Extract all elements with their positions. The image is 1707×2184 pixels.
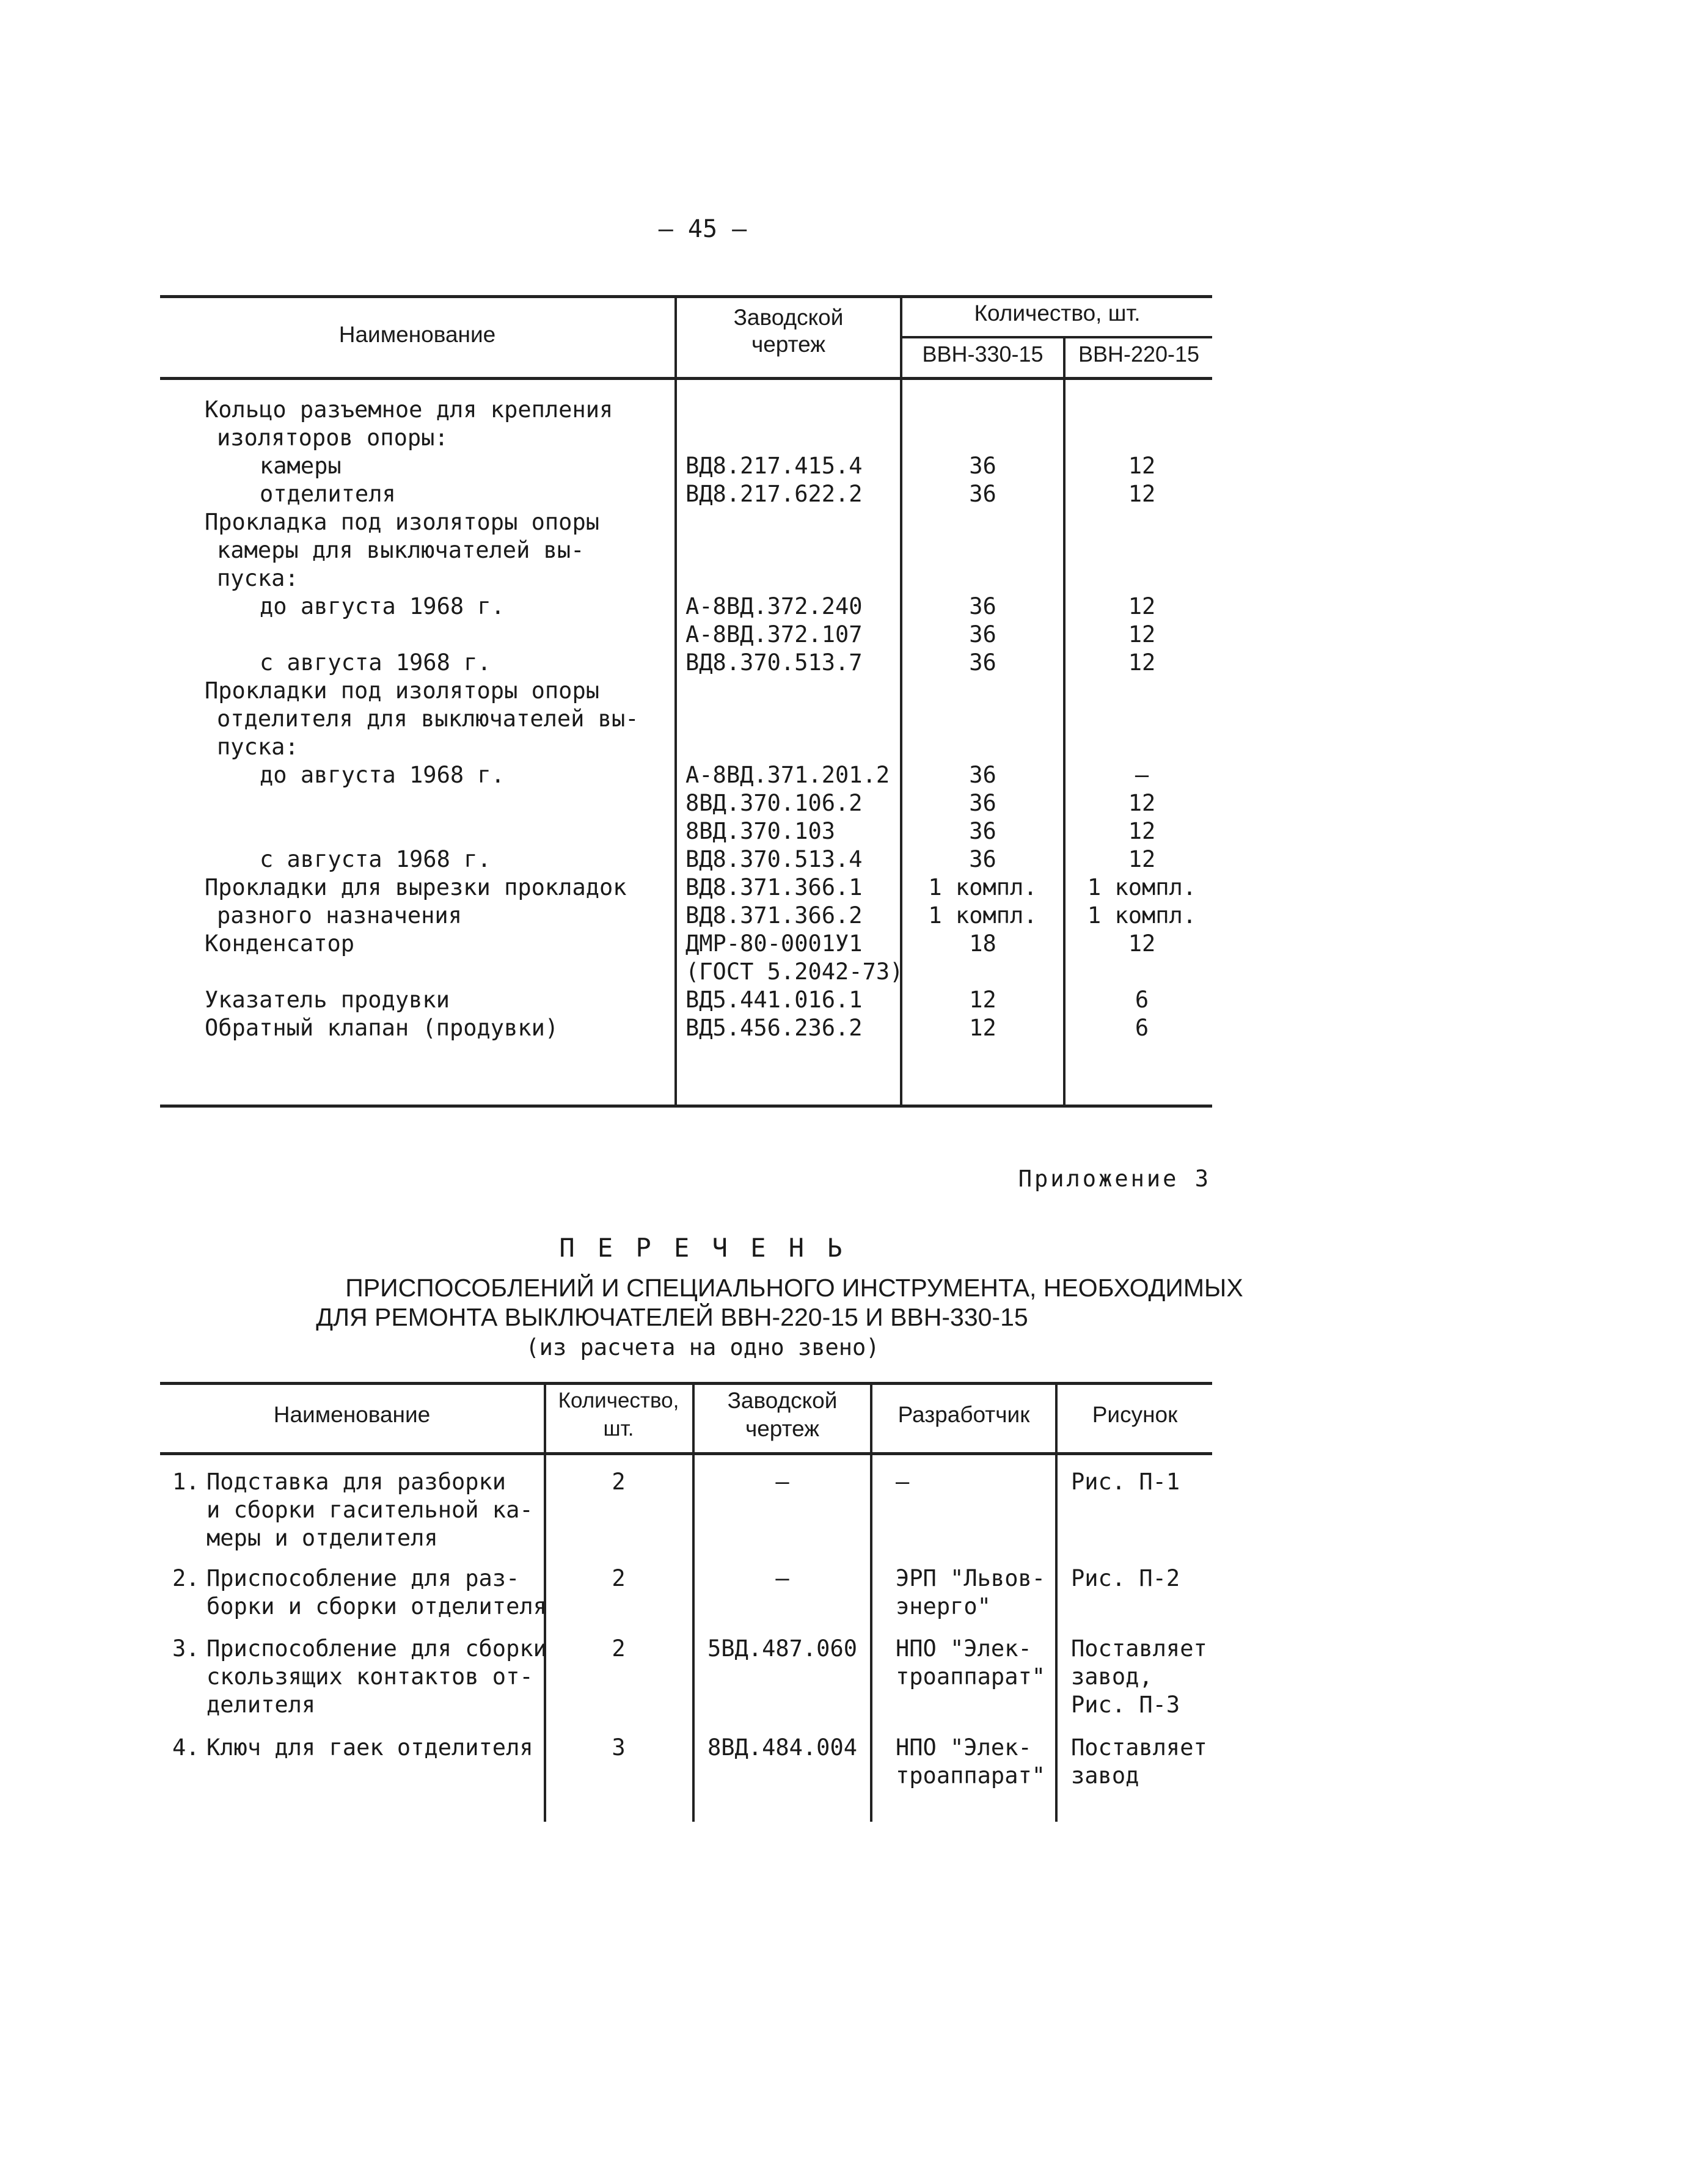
row-drawing: ДМР-80-0001У1: [685, 930, 863, 957]
row-qty-vvn220: 12: [1128, 930, 1156, 957]
row-qty-vvn220: 6: [1135, 1015, 1149, 1041]
column-divider: [674, 295, 677, 1106]
header-name: Наименование: [273, 1402, 431, 1427]
row-drawing: ВД8.217.622.2: [685, 481, 863, 507]
row-name: пуска:: [217, 734, 299, 760]
row-name: разного назначения: [217, 902, 462, 929]
row-name: пуска:: [217, 565, 299, 591]
row-qty-vvn330: 12: [969, 987, 996, 1013]
row-developer: НПО "Элек-: [896, 1635, 1032, 1662]
column-divider: [870, 1382, 872, 1822]
row-drawing: ВД5.456.236.2: [685, 1015, 863, 1041]
row-number: 1.: [172, 1469, 200, 1495]
row-name: скользящих контактов от-: [207, 1664, 533, 1690]
row-qty-vvn220: 12: [1128, 621, 1156, 648]
header-developer: Разработчик: [897, 1402, 1030, 1427]
row-qty-vvn220: 12: [1128, 481, 1156, 507]
row-qty-vvn220: 12: [1128, 790, 1156, 816]
appendix-label: Приложение 3: [1018, 1166, 1211, 1192]
header-quantity-line2: шт.: [603, 1417, 634, 1441]
row-name: отделителя: [260, 481, 396, 507]
row-quantity: 2: [612, 1565, 626, 1591]
row-name: Обратный клапан (продувки): [205, 1015, 559, 1041]
row-drawing: –: [775, 1565, 789, 1591]
row-qty-vvn330: 36: [969, 762, 996, 788]
row-drawing: ВД8.371.366.1: [685, 874, 863, 900]
row-qty-vvn330: 36: [969, 453, 996, 479]
row-qty-vvn220: 12: [1128, 818, 1156, 844]
row-qty-vvn220: 1 компл.: [1087, 874, 1197, 900]
row-name: меры и отделителя: [207, 1525, 438, 1551]
row-name: отделителя для выключателей вы-: [217, 706, 639, 732]
header-drawing-line2: чертеж: [745, 1416, 820, 1441]
row-drawing: ВД8.370.513.7: [685, 649, 863, 676]
column-divider: [1055, 1382, 1058, 1822]
row-name: Приспособление для сборки: [207, 1635, 547, 1662]
row-figure: завод: [1071, 1762, 1139, 1789]
list-title: П Е Р Е Ч Е Н Ь: [559, 1233, 846, 1263]
list-subtitle-2: ДЛЯ РЕМОНТА ВЫКЛЮЧАТЕЛЕЙ ВВН-220-15 И ВВН-330-15: [316, 1303, 1028, 1331]
header-drawing-line1: Заводской: [727, 1388, 838, 1413]
row-name: до августа 1968 г.: [260, 762, 505, 788]
row-developer: ЭРП "Львов-: [896, 1565, 1046, 1591]
quantity-subheader-rule: [900, 336, 1212, 338]
row-qty-vvn330: 36: [969, 481, 996, 507]
row-developer: НПО "Элек-: [896, 1734, 1032, 1761]
row-name: камеры: [260, 453, 342, 479]
row-name: Прокладки для вырезки прокладок: [205, 874, 627, 900]
row-drawing: ВД8.370.513.4: [685, 846, 863, 872]
row-name: с августа 1968 г.: [260, 649, 491, 676]
row-qty-vvn220: 12: [1128, 593, 1156, 619]
header-col-a: ВВН-330-15: [922, 341, 1044, 367]
row-name: Прокладки под изоляторы опоры: [205, 677, 600, 704]
header-quantity-line1: Количество,: [558, 1389, 679, 1412]
row-qty-vvn330: 18: [969, 930, 996, 957]
row-name: Подставка для разборки: [207, 1469, 506, 1495]
row-name: с августа 1968 г.: [260, 846, 491, 872]
row-name: Конденсатор: [205, 930, 355, 957]
row-drawing: ВД8.371.366.2: [685, 902, 863, 929]
list-subtitle-3: (из расчета на одно звено): [525, 1334, 880, 1360]
row-developer: энерго": [896, 1593, 991, 1620]
row-qty-vvn220: 12: [1128, 453, 1156, 479]
row-qty-vvn220: 1 компл.: [1087, 902, 1197, 929]
row-quantity: 3: [612, 1734, 626, 1761]
header-bottom-rule: [160, 377, 1212, 380]
row-developer: троаппарат": [896, 1762, 1046, 1789]
row-name: Приспособление для раз-: [207, 1565, 520, 1591]
row-drawing: 8ВД.370.103: [685, 818, 836, 844]
row-qty-vvn220: 12: [1128, 846, 1156, 872]
row-qty-vvn330: 36: [969, 846, 996, 872]
row-name: изоляторов опоры:: [217, 425, 448, 451]
row-quantity: 2: [612, 1469, 626, 1495]
row-name: Указатель продувки: [205, 987, 450, 1013]
header-quantity: Количество, шт.: [974, 301, 1141, 326]
row-drawing: 5ВД.487.060: [707, 1635, 858, 1662]
row-name: камеры для выключателей вы-: [217, 537, 585, 563]
header-col-b: ВВН-220-15: [1078, 341, 1200, 367]
row-drawing: 8ВД.484.004: [707, 1734, 858, 1761]
row-drawing: ВД5.441.016.1: [685, 987, 863, 1013]
row-drawing: 8ВД.370.106.2: [685, 790, 863, 816]
row-name: Ключ для гаек отделителя: [207, 1734, 533, 1761]
row-drawing: –: [775, 1469, 789, 1495]
table-top-rule: [160, 1382, 1212, 1385]
row-name: делителя: [207, 1692, 316, 1718]
row-name: и сборки гасительной ка-: [207, 1497, 533, 1523]
header-drawing-line1: Заводской: [733, 305, 844, 330]
table-bottom-rule: [160, 1105, 1212, 1108]
row-name: борки и сборки отделителя: [207, 1593, 547, 1620]
header-drawing-line2: чертеж: [751, 332, 826, 357]
row-figure: Рис. П-2: [1071, 1565, 1180, 1591]
row-figure: Поставляет: [1071, 1734, 1207, 1761]
row-qty-vvn330: 12: [969, 1015, 996, 1041]
row-developer: троаппарат": [896, 1664, 1046, 1690]
row-name: Прокладка под изоляторы опоры: [205, 509, 600, 535]
row-drawing: А-8ВД.372.107: [685, 621, 863, 648]
list-subtitle-1: ПРИСПОСОБЛЕНИЙ И СПЕЦИАЛЬНОГО ИНСТРУМЕНТА, НЕОБХОДИМЫХ: [345, 1274, 1243, 1302]
row-figure: Рис. П-3: [1071, 1692, 1180, 1718]
row-qty-vvn330: 36: [969, 818, 996, 844]
row-qty-vvn330: 1 компл.: [928, 874, 1037, 900]
row-drawing: (ГОСТ 5.2042-73): [685, 959, 904, 985]
header-name: Наименование: [338, 322, 496, 347]
row-qty-vvn330: 36: [969, 621, 996, 648]
header-figure: Рисунок: [1092, 1402, 1178, 1427]
row-drawing: А-8ВД.372.240: [685, 593, 863, 619]
row-qty-vvn220: 12: [1128, 649, 1156, 676]
row-number: 4.: [172, 1734, 200, 1761]
row-drawing: А-8ВД.371.201.2: [685, 762, 890, 788]
table-top-rule: [160, 295, 1212, 298]
header-bottom-rule: [160, 1452, 1212, 1455]
row-number: 3.: [172, 1635, 200, 1662]
row-qty-vvn330: 36: [969, 649, 996, 676]
row-qty-vvn330: 1 компл.: [928, 902, 1037, 929]
row-developer: –: [896, 1469, 910, 1495]
row-qty-vvn220: 6: [1135, 987, 1149, 1013]
row-qty-vvn330: 36: [969, 790, 996, 816]
row-qty-vvn330: 36: [969, 593, 996, 619]
row-drawing: ВД8.217.415.4: [685, 453, 863, 479]
row-figure: Рис. П-1: [1071, 1469, 1180, 1495]
row-figure: Поставляет: [1071, 1635, 1207, 1662]
row-number: 2.: [172, 1565, 200, 1591]
row-figure: завод,: [1071, 1664, 1153, 1690]
row-quantity: 2: [612, 1635, 626, 1662]
row-name: до августа 1968 г.: [260, 593, 505, 619]
row-name: Кольцо разъемное для крепления: [205, 396, 613, 423]
page-number: – 45 –: [658, 215, 747, 243]
row-qty-vvn220: –: [1135, 762, 1149, 788]
